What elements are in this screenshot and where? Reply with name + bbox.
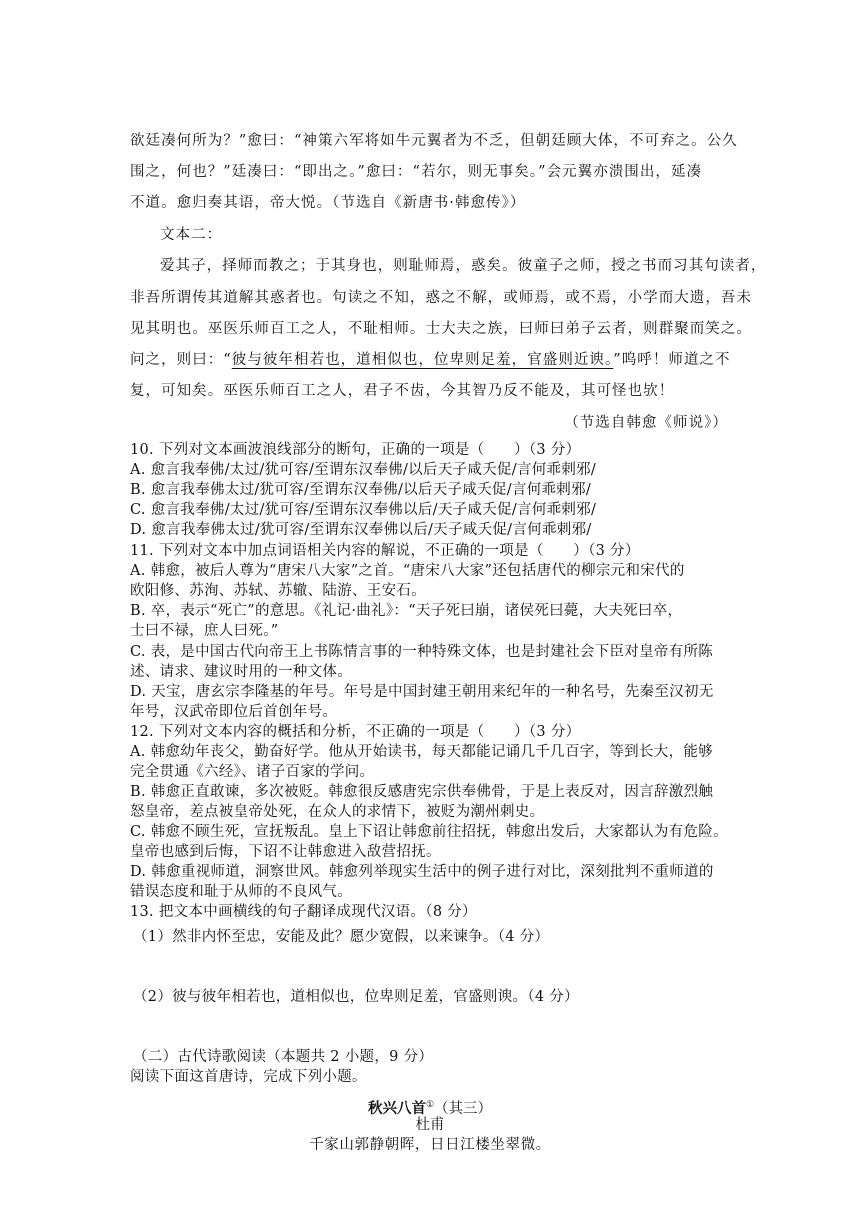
passage1-line-2: 围之，何也？”廷凑曰：“即出之。”愈曰：“若尔，则无事矣。”会元翼亦溃围出，延凑: [130, 164, 703, 180]
q13-sub2: （2）彼与彼年相若也，道相似也，位卑则足羞，官盛则谀。（4 分）: [133, 989, 579, 1005]
q12-line-6: 皇帝也感到后悔，下诏不让韩愈进入敌营招抚。: [130, 844, 441, 860]
poem-footnote-mark: ①: [425, 1100, 435, 1110]
passage2-source: （节选自韩愈《师说》）: [564, 415, 728, 431]
poem-title: 秋兴八首: [367, 1099, 426, 1117]
text2-label: 文本二：: [160, 227, 223, 243]
q11-line-2: 欧阳修、苏洵、苏轼、苏辙、陆游、王安石。: [130, 583, 426, 599]
q11-stem: 11. 下列对文本中加点词语相关内容的解说，不正确的一项是（ ）（3 分）: [130, 543, 640, 559]
q12-stem: 12. 下列对文本内容的概括和分析，不正确的一项是（ ）（3 分）: [130, 724, 581, 740]
q12-line-4: 怒皇帝，差点被皇帝处死，在众人的求情下，被贬为潮州刺史。: [130, 804, 545, 820]
passage2-line-4-after: ”呜呼！师道之不: [613, 352, 731, 368]
q10-option-d: D. 愈言我奉佛太过/犹可容/至谓东汉奉佛以后/天子咸夭促/言何乖剌邪/: [130, 522, 592, 538]
passage2-line-4-before: 问之，则曰：“: [130, 352, 232, 368]
q10-option-c: C. 愈言我奉佛/太过/犹可容/至谓东汉奉佛以后/天子咸夭促/言何乖剌邪/: [130, 502, 597, 518]
q12-line-5: C. 韩愈不顾生死，宣抚叛乱。皇上下诏让韩愈前往招抚，韩愈出发后，大家都认为有危险。: [130, 824, 728, 840]
poem-line-1: 千家山郭静朝晖，日日江楼坐翠微。: [309, 1137, 551, 1153]
q12-line-7: D. 韩愈重视师道，洞察世风。韩愈列举现实生活中的例子进行对比，深刻批判不重师道的: [130, 864, 714, 880]
passage2-line-3: 见其明也。巫医乐师百工之人，不耻相师。士大夫之族，曰师曰弟子云者，则群聚而笑之。: [130, 321, 752, 337]
passage2-line-4: [130, 350, 731, 370]
q11-line-7: D. 天宝，唐玄宗李隆基的年号。年号是中国封建王朝用来纪年的一种名号，先秦至汉初无: [130, 684, 714, 700]
passage1-line-1: 欲廷凑何所为？”愈曰：“神策六军将如牛元翼者为不乏，但朝廷顾大体，不可弃之。公久: [130, 133, 738, 149]
q12-line-2: 完全贯通《六经》、诸子百家的学问。: [130, 764, 375, 780]
poem-subtitle: （其三）: [434, 1100, 493, 1117]
q12-line-1: A. 韩愈幼年丧父，勤奋好学。他从开始读书，每天都能记诵几千几百字，等到长大，能够: [130, 744, 713, 760]
q11-line-6: 述、请求、建议时用的一种文体。: [130, 664, 352, 680]
passage2-line-2: 非吾所谓传其道解其惑者也。句读之不知，惑之不解，或师焉，或不焉，小学而大遗，吾未: [130, 290, 752, 306]
q13-stem: 13. 把文本中画横线的句子翻译成现代汉语。（8 分）: [130, 904, 477, 920]
q10-stem: 10. 下列对文本画波浪线部分的断句，正确的一项是（ ）（3 分）: [130, 442, 581, 458]
underlined-sentence: 彼与彼年相若也，道相似也，位卑则足羞，官盛则近谀。: [231, 352, 614, 368]
q11-line-5: C. 表，是中国古代向帝王上书陈情言事的一种特殊文体，也是封建社会下臣对皇帝有所陈: [130, 644, 714, 660]
q13-sub1: （1）然非内怀至忠，安能及此？愿少宽假，以来谏争。（4 分）: [133, 929, 550, 945]
passage1-line-3: 不道。愈归奏其语，帝大悦。（节选自《新唐书·韩愈传》）: [130, 195, 526, 211]
passage2-line-1: 爱其子，择师而教之；于其身也，则耻师焉，惑矣。彼童子之师，授之书而习其句读者，: [160, 258, 767, 274]
q11-line-1: A. 韩愈，被后人尊为“唐宋八大家”之首。“唐宋八大家”还包括唐代的柳宗元和宋代的: [130, 563, 685, 579]
q12-line-8: 错误态度和耻于从师的不良风气。: [130, 884, 352, 900]
q11-line-4: 士曰不禄，庶人曰死。”: [130, 623, 279, 639]
q11-line-8: 年号，汉武帝即位后首创年号。: [130, 704, 338, 720]
passage2-line-5: 复，可知矣。巫医乐师百工之人，君子不齿，今其智乃反不能及，其可怪也欤！: [130, 383, 675, 399]
q10-option-b: B. 愈言我奉佛太过/犹可容/至谓东汉奉佛/以后天子咸夭促/言何乖剌邪/: [130, 482, 592, 498]
section2-heading: （二）古代诗歌阅读（本题共 2 小题，9 分）: [133, 1049, 434, 1065]
poem-author: 杜甫: [415, 1117, 445, 1133]
q10-option-a: A. 愈言我奉佛/太过/犹可容/至谓东汉奉佛/以后天子咸夭促/言何乖剌邪/: [130, 462, 597, 478]
q12-line-3: B. 韩愈正直敢谏，多次被贬。韩愈很反感唐宪宗供奉佛骨，于是上表反对，因言辞激烈触: [130, 784, 714, 800]
section2-instruction: 阅读下面这首唐诗，完成下列小题。: [130, 1069, 367, 1085]
q11-line-3: B. 卒，表示“死亡”的意思。《礼记·曲礼》：“天子死曰崩，诸侯死曰薨，大夫死曰卒，: [130, 603, 683, 619]
